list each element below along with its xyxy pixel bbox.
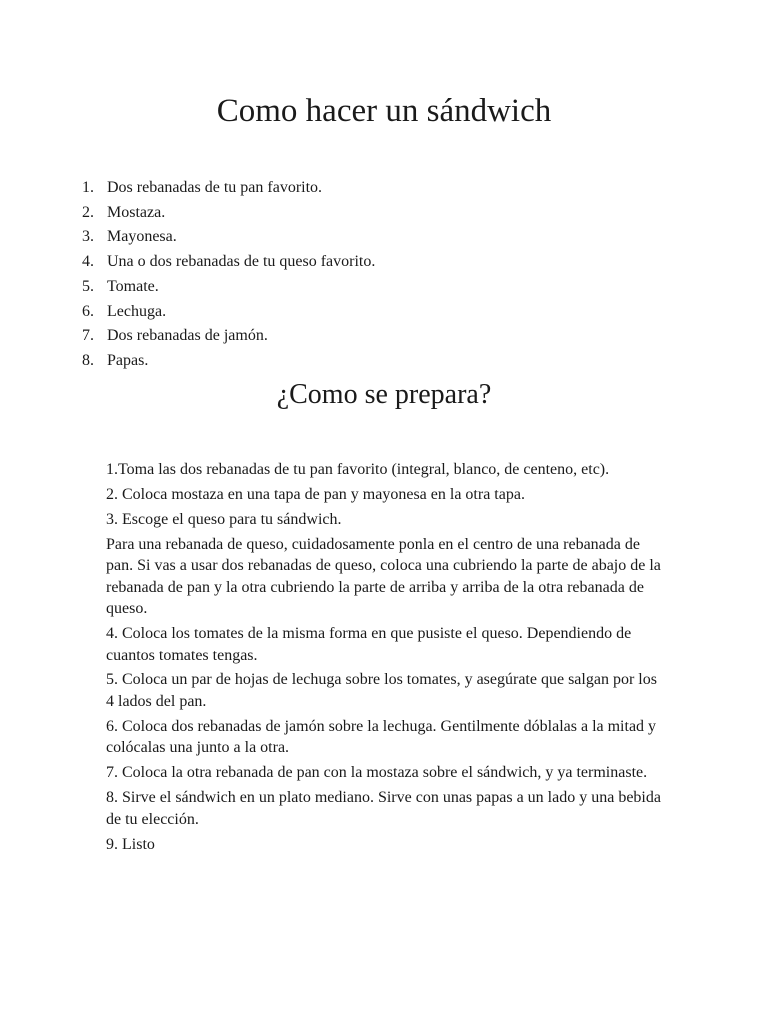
step-paragraph: 3. Escoge el queso para tu sándwich. <box>106 510 342 528</box>
list-item <box>82 225 375 250</box>
list-item <box>82 275 375 300</box>
list-item-text: Dos rebanadas de tu pan favorito. <box>107 179 323 196</box>
list-number: 7. <box>82 327 94 345</box>
list-item <box>82 349 375 374</box>
ingredients-list <box>82 176 375 374</box>
list-item <box>82 201 375 226</box>
step-paragraph: 8. Sirve el sándwich en un plato mediano. Sirve con unas papas a un lado y una bebida de tu elección. <box>106 789 661 828</box>
list-item-text: Dos rebanadas de jamón. <box>107 327 268 345</box>
list-item <box>82 324 375 349</box>
list-number: 2. <box>82 203 94 221</box>
step-paragraph: Para una rebanada de queso, cuidadosamente ponla en el centro de una rebanada de pan. Si vas a usar dos rebanadas de queso, coloca una cubriendo la parte de abajo de la rebanada de pan y la otra cubriendo la parte de arriba y arriba de la otra rebanada de queso. <box>106 535 661 618</box>
list-item <box>82 176 375 201</box>
list-item <box>82 250 375 275</box>
list-item-text: Mayonesa. <box>107 228 177 246</box>
list-number: 8. <box>82 351 94 369</box>
step-paragraph: 9. Listo <box>106 835 155 853</box>
step-paragraph: 4. Coloca los tomates de la misma forma en que pusiste el queso. Dependiendo de cuantos tomates tengas. <box>106 625 632 664</box>
step-paragraph: 7. Coloca la otra rebanada de pan con la mostaza sobre el sándwich, y ya terminaste. <box>106 764 648 782</box>
list-item-text: Mostaza. <box>107 203 166 221</box>
step-paragraph: 2. Coloca mostaza en una tapa de pan y mayonesa en la otra tapa. <box>106 485 525 503</box>
list-item <box>82 300 375 325</box>
list-item-text: Papas. <box>107 351 149 369</box>
list-number: 3. <box>82 228 94 246</box>
list-item-text: Lechuga. <box>107 302 167 320</box>
list-number: 1. <box>82 179 94 196</box>
list-number: 4. <box>82 253 94 271</box>
step-paragraph: 5. Coloca un par de hojas de lechuga sobre los tomates, y asegúrate que salgan por los 4 lados del pan. <box>106 671 657 710</box>
list-item-text: Una o dos rebanadas de tu queso favorito. <box>107 253 376 271</box>
page-title: Como hacer un sándwich <box>216 93 552 129</box>
list-item-text: Tomate. <box>107 277 159 295</box>
steps-section <box>106 459 666 858</box>
step-paragraph: 1.Toma las dos rebanadas de tu pan favorito (integral, blanco, de centeno, etc). <box>106 461 610 478</box>
step-paragraph: 6. Coloca dos rebanadas de jamón sobre la lechuga. Gentilmente dóblalas a la mitad y colócalas una junto a la otra. <box>106 717 657 757</box>
list-number: 5. <box>82 277 94 295</box>
list-number: 6. <box>82 302 94 320</box>
section-heading: ¿Como se prepara? <box>276 379 492 410</box>
